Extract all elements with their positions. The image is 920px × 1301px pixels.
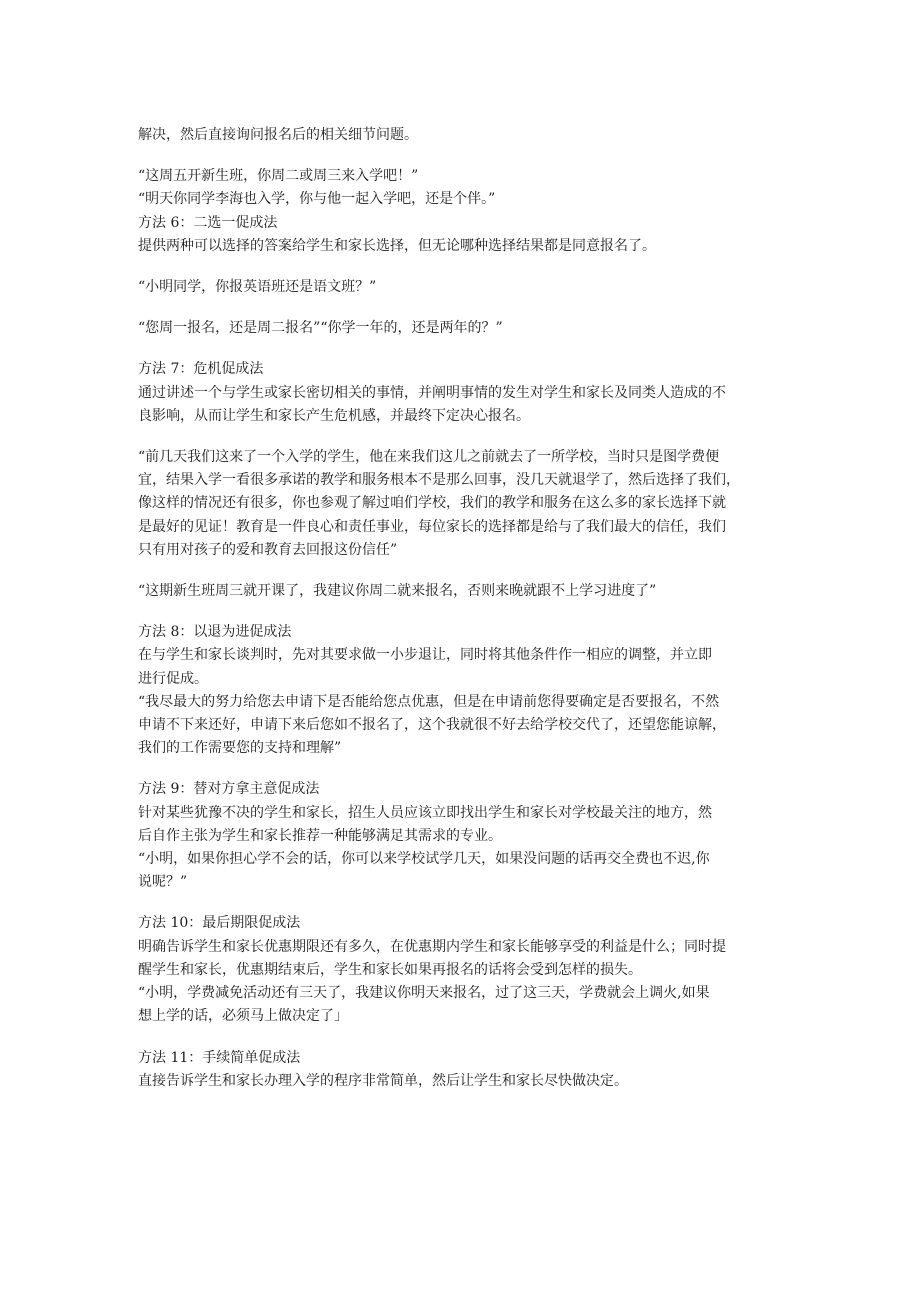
method-8-quote: 我们的工作需要您的支持和理解”	[138, 740, 342, 757]
intro-paragraph	[138, 124, 800, 147]
method-10-desc: 醒学生和家长，优惠期结束后，学生和家长如果再报名的话将会受到怎样的损失。	[138, 961, 642, 978]
intro-quotes	[138, 165, 800, 211]
method-7-quote-1: 是最好的见证！教育是一件良心和责任事业，每位家长的选择都是给与了我们最大的信任，我们	[138, 518, 726, 535]
method-10-title: 方法 10：最后期限促成法	[138, 915, 301, 932]
method-8-title: 方法 8：以退为进促成法	[138, 624, 292, 641]
method-10-section	[138, 912, 800, 1028]
method-10-quote: 想上学的话，必须马上做决定了」	[138, 1008, 348, 1025]
method-7-quote-1: 像这样的情况还有很多，你也参观了解过咱们学校，我们的教学和服务在这么多的家长选择下就	[138, 495, 726, 512]
method-9-quote: 说呢？”	[138, 874, 188, 891]
document-page	[138, 124, 800, 1093]
method-7-desc: 通过讲述一个与学生或家长密切相关的事情，并阐明事情的发生对学生和家长及同类人造成的不	[138, 384, 726, 401]
method-7-quote-1: “前几天我们这来了一个入学的学生，他在来我们这儿之前就去了一所学校，当时只是图学费便	[138, 449, 720, 466]
method-7-quote-2: “这期新生班周三就开课了，我建议你周二就来报名，否则来晚就跟不上学习进度了”	[138, 583, 657, 600]
method-7-desc: 良影响，从而让学生和家长产生危机感，并最终下定决心报名。	[138, 407, 530, 424]
method-11-desc: 直接告诉学生和家长办理入学的程序非常简单，然后让学生和家长尽快做决定。	[138, 1072, 628, 1089]
method-6-desc: 提供两种可以选择的答案给学生和家长选择，但无论哪种选择结果都是同意报名了。	[138, 237, 656, 254]
method-6-quote-2: “您周一报名，还是周二报名”“你学一年的，还是两年的？”	[138, 320, 503, 337]
method-10-desc: 明确告诉学生和家长优惠期限还有多久，在优惠期内学生和家长能够享受的利益是什么；同时提	[138, 938, 726, 955]
method-7-title: 方法 7：危机促成法	[138, 361, 264, 378]
method-8-desc: 在与学生和家长谈判时，先对其要求做一小步退让，同时将其他条件作一相应的调整，并立即	[138, 647, 712, 664]
method-11-section	[138, 1047, 800, 1093]
method-6-title: 方法 6：二选一促成法	[138, 214, 278, 231]
method-9-desc: 针对某些犹豫不决的学生和家长，招生人员应该立即找出学生和家长对学校最关注的地方，然	[138, 804, 712, 821]
method-6-quote-1: “小明同学，你报英语班还是语文班？”	[138, 279, 377, 296]
method-10-quote: “小明，学费减免活动还有三天了，我建议你明天来报名，过了这三天，学费就会上调火,如果	[138, 985, 710, 1002]
method-11-title: 方法 11：手续简单促成法	[138, 1049, 301, 1066]
method-8-desc: 进行促成。	[138, 670, 208, 687]
method-7-section	[138, 358, 800, 603]
method-7-quote-1: 宜，结果入学一看很多承诺的教学和服务根本不是那么回事，没几天就退学了，然后选择了我们，	[138, 472, 740, 489]
method-6-section	[138, 212, 800, 341]
method-9-section	[138, 778, 800, 894]
method-9-title: 方法 9：替对方拿主意促成法	[138, 781, 320, 798]
method-9-desc: 后自作主张为学生和家长推荐一种能够满足其需求的专业。	[138, 827, 502, 844]
text-line: 解决，然后直接询问报名后的相关细节问题。	[138, 127, 418, 143]
method-7-quote-1: 只有用对孩子的爱和教育去回报这份信任”	[138, 541, 398, 558]
method-8-section	[138, 621, 800, 760]
method-9-quote: “小明，如果你担心学不会的话，你可以来学校试学几天，如果没问题的话再交全费也不迟,你	[138, 851, 710, 868]
quote-line: “明天你同学李海也入学，你与他一起入学吧，还是个伴。”	[138, 191, 496, 208]
method-8-quote: “我尽最大的努力给您去申请下是否能给您点优惠，但是在申请前您得要确定是否要报名，不然	[138, 693, 720, 710]
quote-line: “这周五开新生班，你周二或周三来入学吧！”	[138, 168, 419, 185]
method-8-quote: 申请不下来还好，申请下来后您如不报名了，这个我就很不好去给学校交代了，还望您能谅解，	[138, 717, 726, 734]
